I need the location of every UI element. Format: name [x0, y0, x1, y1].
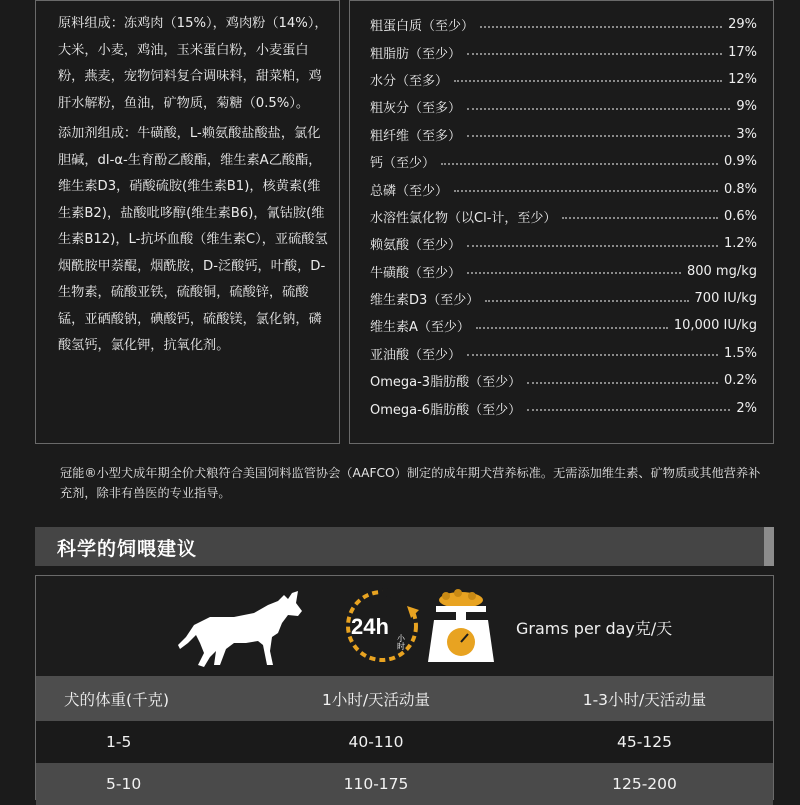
- ingredients-panel: [35, 0, 340, 444]
- feeding-guide: [35, 575, 774, 800]
- analysis-label: 水溶性氯化物（以Cl-计，至少）: [370, 210, 557, 226]
- dog-icon: [174, 589, 304, 669]
- analysis-label: Omega-6脂肪酸（至少）: [370, 402, 522, 418]
- ingredients-additives: 添加剂组成：牛磺酸，L-赖氨酸盐酸盐，氯化胆碱，dl-α-生育酚乙酸酯，维生素A乙酸酯，维生素D3，硝酸硫胺(维生素B1)，核黄素(维生素B2)，盐酸吡哆醇(维生素B6)，氰钴胺(维生素B12)，L-抗坏血酸（维生素C），亚硫酸氢烟酰胺甲萘醌，烟酰胺，D-泛酸钙，叶酸，D-生物素，硫酸亚铁，硫酸铜，硫酸锌，硫酸锰，亚硒酸钠，碘酸钙，硫酸镁，氯化钠，磷酸氢钙，氯化钾，抗氧化剂。: [58, 126, 328, 353]
- dot-leader: [467, 245, 718, 247]
- cell-weight: 5-10: [106, 775, 142, 793]
- section-banner: [35, 527, 774, 566]
- analysis-label: 粗脂肪（至少）: [370, 46, 462, 62]
- analysis-row: [370, 312, 757, 339]
- analysis-row: [370, 285, 757, 312]
- dot-leader: [454, 190, 718, 192]
- column-header-weight: 犬的体重(千克): [64, 690, 170, 709]
- analysis-value: 12%: [728, 71, 757, 87]
- cell-1h: 40-110: [348, 733, 404, 751]
- analysis-value: 0.2%: [723, 373, 757, 389]
- table-row: [36, 763, 773, 805]
- clock-label: 24h: [351, 614, 389, 639]
- analysis-row: [370, 38, 757, 65]
- dot-leader: [441, 163, 718, 165]
- analysis-label: 维生素D3（至少）: [370, 293, 480, 309]
- dot-leader: [467, 53, 722, 55]
- aafco-statement: 冠能®小型犬成年期全价犬粮符合美国饲料监管协会（AAFCO）制定的成年期犬营养标准。无需添加维生素、矿物质或其他营养补充剂，除非有兽医的专业指导。: [60, 466, 761, 500]
- cell-1-3h: 125-200: [612, 775, 677, 793]
- analysis-row: [370, 230, 757, 257]
- analysis-label: 牛磺酸（至少）: [370, 265, 462, 281]
- analysis-value: 1.5%: [723, 345, 757, 361]
- cell-1-3h: 45-125: [617, 733, 672, 751]
- analysis-value: 0.9%: [723, 154, 757, 170]
- ingredients-composition: 原料组成：冻鸡肉（15%），鸡肉粉（14%），大米，小麦，鸡油，玉米蛋白粉，小麦蛋白粉，燕麦，宠物饲料复合调味料，甜菜粕，鸡肝水解粉，鱼油，矿物质，菊糖（0.5%）。: [58, 16, 328, 111]
- table-row: [36, 721, 773, 763]
- analysis-value: 0.6%: [723, 208, 757, 224]
- dot-leader: [527, 409, 730, 411]
- dot-leader: [467, 135, 730, 137]
- analysis-label: 亚油酸（至少）: [370, 347, 462, 363]
- analysis-label: 水分（至多）: [370, 73, 449, 89]
- feeding-icons: [36, 576, 773, 676]
- analysis-value: 1.2%: [723, 236, 757, 252]
- banner-edge: [764, 527, 774, 566]
- analysis-row: [370, 175, 757, 202]
- column-header-1-3h: 1-3小时/天活动量: [582, 690, 707, 709]
- analysis-row: [370, 203, 757, 230]
- analysis-value: 29%: [728, 17, 757, 33]
- analysis-value: 800 mg/kg: [686, 263, 757, 279]
- analysis-row: [370, 148, 757, 175]
- analysis-value: 700 IU/kg: [694, 291, 757, 307]
- dot-leader: [485, 300, 688, 302]
- analysis-list: [370, 11, 757, 422]
- feeding-table: [36, 676, 773, 805]
- dot-leader: [527, 382, 718, 384]
- section-title: 科学的饲喂建议: [57, 538, 198, 560]
- dot-leader: [467, 108, 730, 110]
- analysis-label: 粗灰分（至多）: [370, 101, 462, 117]
- analysis-label: 钙（至少）: [370, 156, 436, 172]
- cell-1h: 110-175: [343, 775, 409, 793]
- analysis-row: [370, 258, 757, 285]
- clock-icon: [341, 584, 423, 666]
- analysis-value: 9%: [736, 99, 757, 115]
- analysis-label: Omega-3脂肪酸（至少）: [370, 375, 522, 391]
- dot-leader: [467, 354, 718, 356]
- analysis-value: 10,000 IU/kg: [673, 318, 757, 334]
- dot-leader: [476, 327, 668, 329]
- analysis-row: [370, 93, 757, 120]
- analysis-row: [370, 367, 757, 394]
- scale-icon: [426, 586, 496, 666]
- analysis-value: 2%: [736, 400, 757, 416]
- analysis-value: 0.8%: [723, 181, 757, 197]
- dot-leader: [467, 272, 681, 274]
- grams-per-day-label: Grams per day克/天: [516, 619, 673, 638]
- column-header-1h: 1小时/天活动量: [321, 690, 431, 709]
- table-header: [36, 676, 773, 721]
- analysis-label: 粗蛋白质（至少）: [370, 19, 475, 35]
- analysis-label: 粗纤维（至多）: [370, 128, 462, 144]
- analysis-label: 总磷（至少）: [370, 183, 449, 199]
- analysis-label: 赖氨酸（至少）: [370, 238, 462, 254]
- dot-leader: [454, 80, 722, 82]
- clock-sublabel: 小时: [396, 634, 406, 650]
- analysis-value: 17%: [728, 44, 757, 60]
- analysis-row: [370, 11, 757, 38]
- analysis-panel: [349, 0, 774, 444]
- analysis-row: [370, 121, 757, 148]
- analysis-row: [370, 394, 757, 421]
- dot-leader: [480, 26, 722, 28]
- dot-leader: [562, 217, 718, 219]
- cell-weight: 1-5: [106, 733, 132, 751]
- analysis-row: [370, 66, 757, 93]
- analysis-row: [370, 340, 757, 367]
- analysis-label: 维生素A（至少）: [370, 320, 470, 336]
- analysis-value: 3%: [736, 126, 757, 142]
